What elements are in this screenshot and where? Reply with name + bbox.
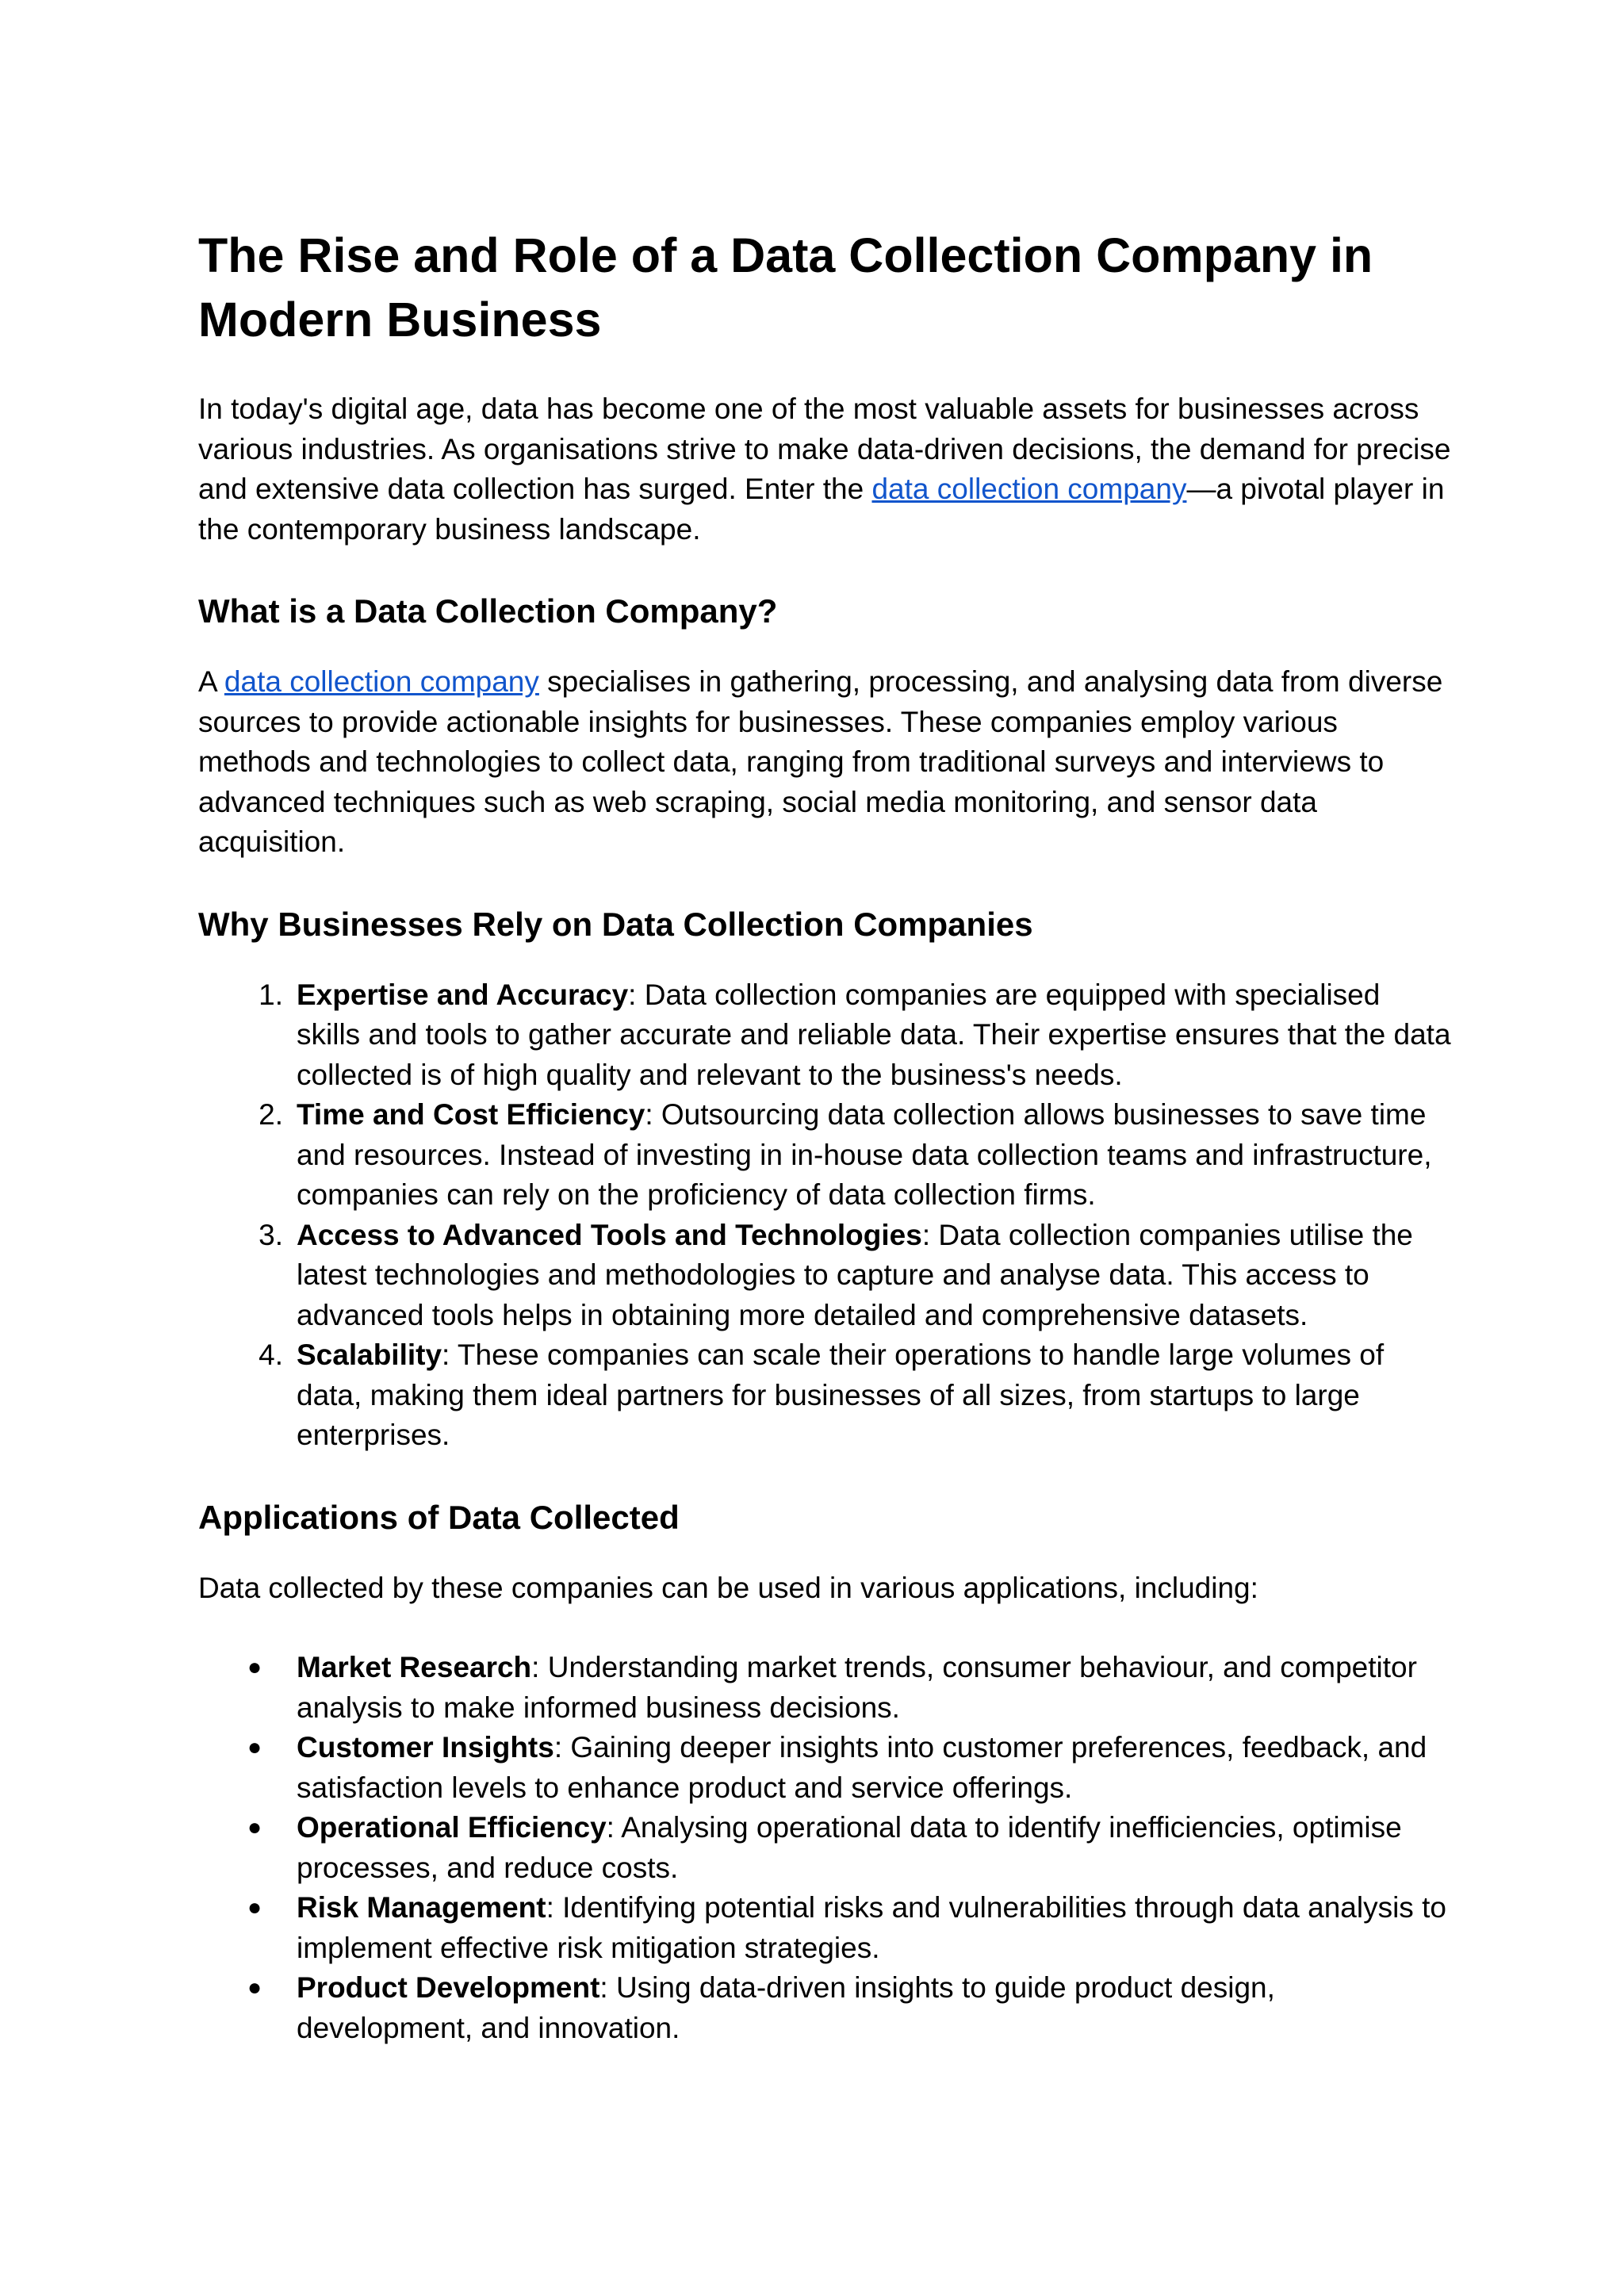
section-heading-why-rely: Why Businesses Rely on Data Collection Companies [198, 905, 1033, 943]
list-item-text: : Data collection companies utilise the latest technologies and methodologies to capture and analyse data. This access to advanced tools helps in obtaining more detailed and comprehensive datasets. [297, 1218, 1413, 1331]
intro-paragraph [198, 389, 1451, 550]
bullet-icon: ● [247, 1814, 262, 1840]
list-item-term: Risk Management [297, 1891, 546, 1924]
list-item-text: : Data collection companies are equipped with specialised skills and tools to gather accurate and reliable data. Their expertise ensures that the data collected is of high quality and relevant to the business's needs. [297, 978, 1451, 1091]
list-item [198, 1888, 1451, 1968]
intro-text-before-link: In today's digital age, data has become one of the most valuable assets for businesses across various industries. As organisations strive to make data-driven decisions, the demand for precise and extensive data collection has surged. Enter the [198, 393, 1451, 505]
list-item [198, 1728, 1451, 1808]
list-item [198, 1335, 1451, 1456]
document-page [198, 224, 1451, 2088]
reasons-list [198, 975, 1451, 1456]
section-heading-applications: Applications of Data Collected [198, 1498, 680, 1536]
list-item-text: : Identifying potential risks and vulnerabilities through data analysis to implement effective risk mitigation strategies. [297, 1891, 1446, 1964]
list-number: 2. [259, 1098, 283, 1131]
bullet-icon: ● [247, 1654, 262, 1680]
intro-text-after-link: —a pivotal player in the contemporary business landscape. [198, 473, 1445, 546]
list-item-term: Market Research [297, 1651, 532, 1683]
list-item [198, 1216, 1451, 1336]
bullet-icon: ● [247, 1894, 262, 1921]
page-title: The Rise and Role of a Data Collection Company in Modern Business [198, 228, 1373, 347]
data-collection-company-link[interactable]: data collection company [871, 473, 1187, 505]
list-number: 3. [259, 1218, 283, 1251]
data-collection-company-link[interactable]: data collection company [224, 665, 539, 698]
list-item-term: Scalability [297, 1338, 442, 1371]
list-item [198, 1808, 1451, 1888]
list-item [198, 1968, 1451, 2048]
what-is-paragraph [198, 662, 1451, 863]
list-item-text: : Analysing operational data to identify inefficiencies, optimise processes, and reduce costs. [297, 1811, 1402, 1884]
list-item-text: : These companies can scale their operations to handle large volumes of data, making them ideal partners for businesses of all sizes, from startups to large enterprises. [297, 1338, 1385, 1451]
what-is-text-before-link: A [198, 665, 224, 698]
list-item-term: Access to Advanced Tools and Technologies [297, 1218, 922, 1251]
list-item [198, 975, 1451, 1096]
bullet-icon: ● [247, 1974, 262, 2001]
section-heading-what-is: What is a Data Collection Company? [198, 592, 778, 630]
what-is-text-after-link: specialises in gathering, processing, and analysing data from diverse sources to provide actionable insights for businesses. These companies employ various methods and technologies to collect data, ranging from traditional surveys and interviews to advanced techniques such as web scraping, social media monitoring, and sensor data acquisition. [198, 665, 1443, 858]
list-item-text: : Outsourcing data collection allows businesses to save time and resources. Instead of investing in in-house data collection teams and infrastructure, companies can rely on the proficiency of data collection firms. [297, 1098, 1432, 1211]
list-item-term: Operational Efficiency [297, 1811, 607, 1844]
bullet-icon: ● [247, 1734, 262, 1760]
list-item-text: : Using data-driven insights to guide product design, development, and innovation. [297, 1971, 1275, 2044]
applications-intro: Data collected by these companies can be used in various applications, including: [198, 1571, 1258, 1604]
list-item [198, 1095, 1451, 1216]
applications-list [198, 1648, 1451, 2048]
list-item-text: : Understanding market trends, consumer behaviour, and competitor analysis to make informed business decisions. [297, 1651, 1417, 1724]
list-item [198, 1648, 1451, 1728]
list-item-term: Product Development [297, 1971, 600, 2004]
list-number: 1. [259, 978, 283, 1011]
list-item-text: : Gaining deeper insights into customer preferences, feedback, and satisfaction levels to enhance product and service offerings. [297, 1731, 1427, 1804]
list-item-term: Expertise and Accuracy [297, 978, 629, 1011]
list-item-term: Customer Insights [297, 1731, 554, 1764]
list-number: 4. [259, 1338, 283, 1371]
list-item-term: Time and Cost Efficiency [297, 1098, 645, 1131]
